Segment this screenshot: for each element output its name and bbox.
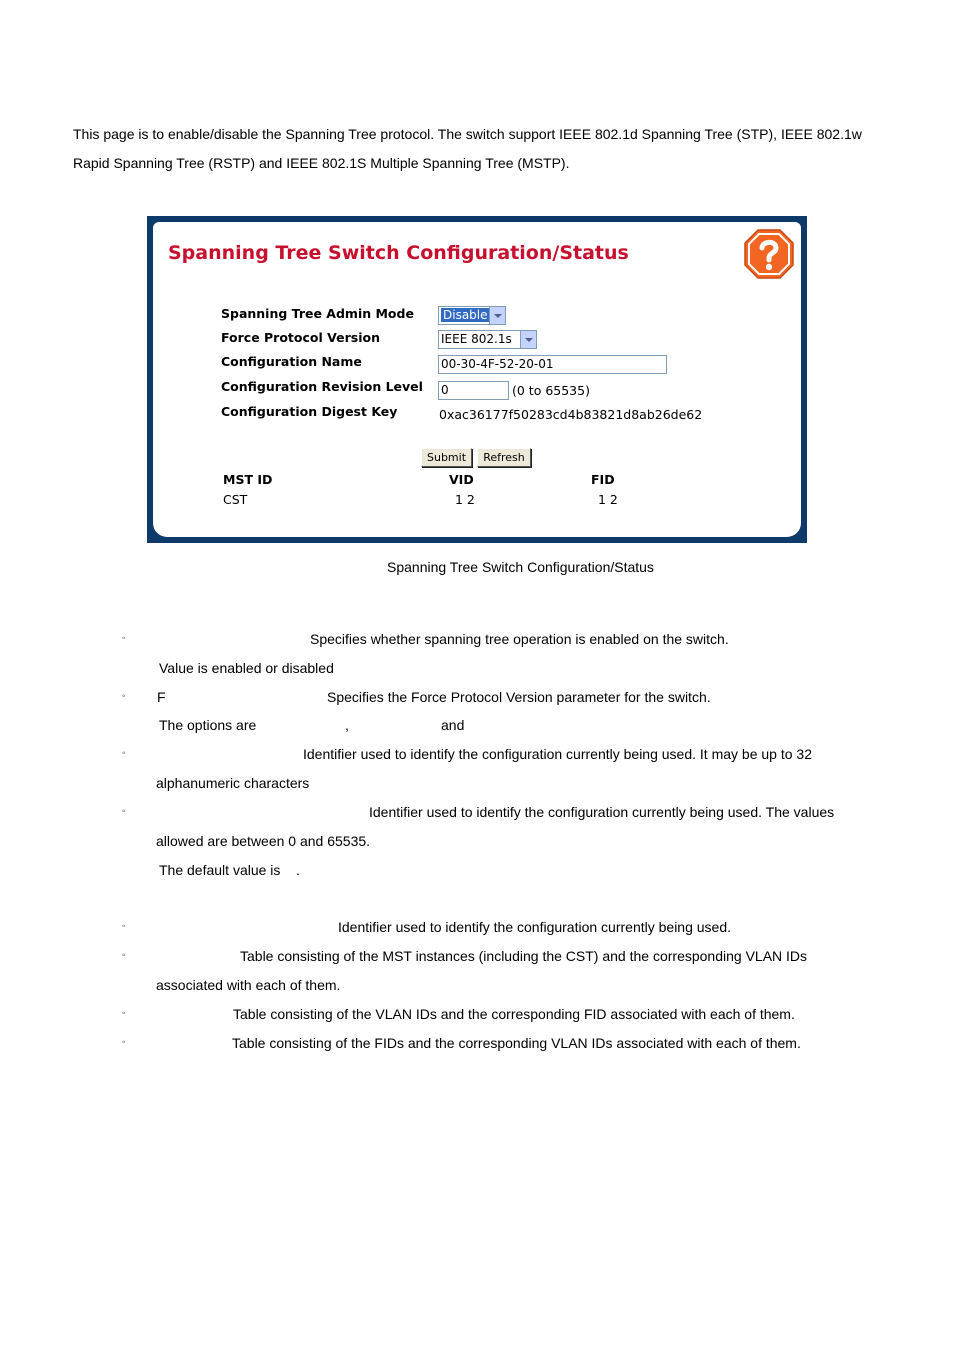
desc-revision-default-tail: . xyxy=(296,862,300,878)
desc-protocol-version: Specifies the Force Protocol Version parameter for the switch. xyxy=(327,689,711,705)
bullet-icon: ◦ xyxy=(122,633,126,644)
digest-key-label: Configuration Digest Key xyxy=(221,404,398,419)
digest-key-value: 0xac36177f50283cd4b83821d8ab26de62 xyxy=(439,407,703,422)
chevron-down-icon[interactable] xyxy=(520,331,536,348)
protocol-version-value: IEEE 802.1s xyxy=(441,332,512,346)
table-header-vid: VID xyxy=(449,472,474,487)
desc-revision-level: Identifier used to identify the configuration currently being used. The values xyxy=(369,804,835,820)
table-cell-fid: 1 2 xyxy=(598,492,618,507)
config-name-label: Configuration Name xyxy=(221,354,362,369)
panel-title: Spanning Tree Switch Configuration/Status xyxy=(168,242,629,264)
table-cell-mst-id: CST xyxy=(223,492,248,507)
desc-fid-table: Table consisting of the FIDs and the corresponding VLAN IDs associated with each of them. xyxy=(232,1035,801,1051)
desc-mst-table: Table consisting of the MST instances (including the CST) and the corresponding VLAN IDs xyxy=(240,948,808,964)
revision-level-range: (0 to 65535) xyxy=(512,383,590,398)
desc-revision-level-cont: allowed are between 0 and 65535. xyxy=(156,833,371,849)
bullet-icon: ◦ xyxy=(122,806,126,817)
desc-vid-table: Table consisting of the VLAN IDs and the corresponding FID associated with each of them. xyxy=(233,1006,795,1022)
admin-mode-value: Disable xyxy=(443,308,488,322)
chevron-down-icon[interactable] xyxy=(489,307,505,324)
config-name-value: 00-30-4F-52-20-01 xyxy=(441,357,554,371)
config-panel-body xyxy=(153,222,801,537)
bullet-icon: ◦ xyxy=(122,748,126,759)
protocol-version-select[interactable] xyxy=(438,330,537,349)
table-header-mst-id: MST ID xyxy=(223,472,273,487)
config-name-input[interactable] xyxy=(438,355,667,374)
bullet-icon: ◦ xyxy=(122,1037,126,1048)
revision-level-value: 0 xyxy=(441,383,449,397)
desc-protocol-and: and xyxy=(441,717,465,733)
desc-revision-default: The default value is xyxy=(159,862,281,878)
desc-mst-table-cont: associated with each of them. xyxy=(156,977,341,993)
bullet-icon: ◦ xyxy=(122,921,126,932)
desc-config-name: Identifier used to identify the configuration currently being used. It may be up to 32 xyxy=(303,746,812,762)
figure-caption: Spanning Tree Switch Configuration/Status xyxy=(387,559,654,575)
refresh-button[interactable]: Refresh xyxy=(477,448,531,467)
desc-config-name-cont: alphanumeric characters xyxy=(156,775,310,791)
desc-protocol-lead: F xyxy=(157,689,166,705)
help-icon[interactable] xyxy=(743,228,795,280)
desc-admin-mode-values: Value is enabled or disabled xyxy=(159,660,334,676)
revision-level-input[interactable] xyxy=(438,381,509,400)
table-header-fid: FID xyxy=(591,472,615,487)
intro-line-2: Rapid Spanning Tree (RSTP) and IEEE 802.1S Multiple Spanning Tree (MSTP). xyxy=(73,155,570,171)
bullet-icon: ◦ xyxy=(122,691,126,702)
desc-admin-mode: Specifies whether spanning tree operation is enabled on the switch. xyxy=(310,631,729,647)
table-cell-vid: 1 2 xyxy=(455,492,475,507)
config-panel xyxy=(147,216,807,543)
protocol-version-label: Force Protocol Version xyxy=(221,330,380,345)
bullet-icon: ◦ xyxy=(122,1008,126,1019)
admin-mode-label: Spanning Tree Admin Mode xyxy=(221,306,414,321)
admin-mode-select[interactable] xyxy=(438,306,506,325)
bullet-icon: ◦ xyxy=(122,950,126,961)
desc-protocol-options: The options are xyxy=(159,717,257,733)
desc-digest-key: Identifier used to identify the configuration currently being used. xyxy=(338,919,732,935)
submit-button[interactable]: Submit xyxy=(421,448,472,467)
intro-line-1: This page is to enable/disable the Spanning Tree protocol. The switch support IEEE 802.1d Spanning Tree (STP), IEEE 802.1w xyxy=(73,126,862,142)
revision-level-label: Configuration Revision Level xyxy=(221,379,423,394)
desc-protocol-comma: , xyxy=(345,717,349,733)
